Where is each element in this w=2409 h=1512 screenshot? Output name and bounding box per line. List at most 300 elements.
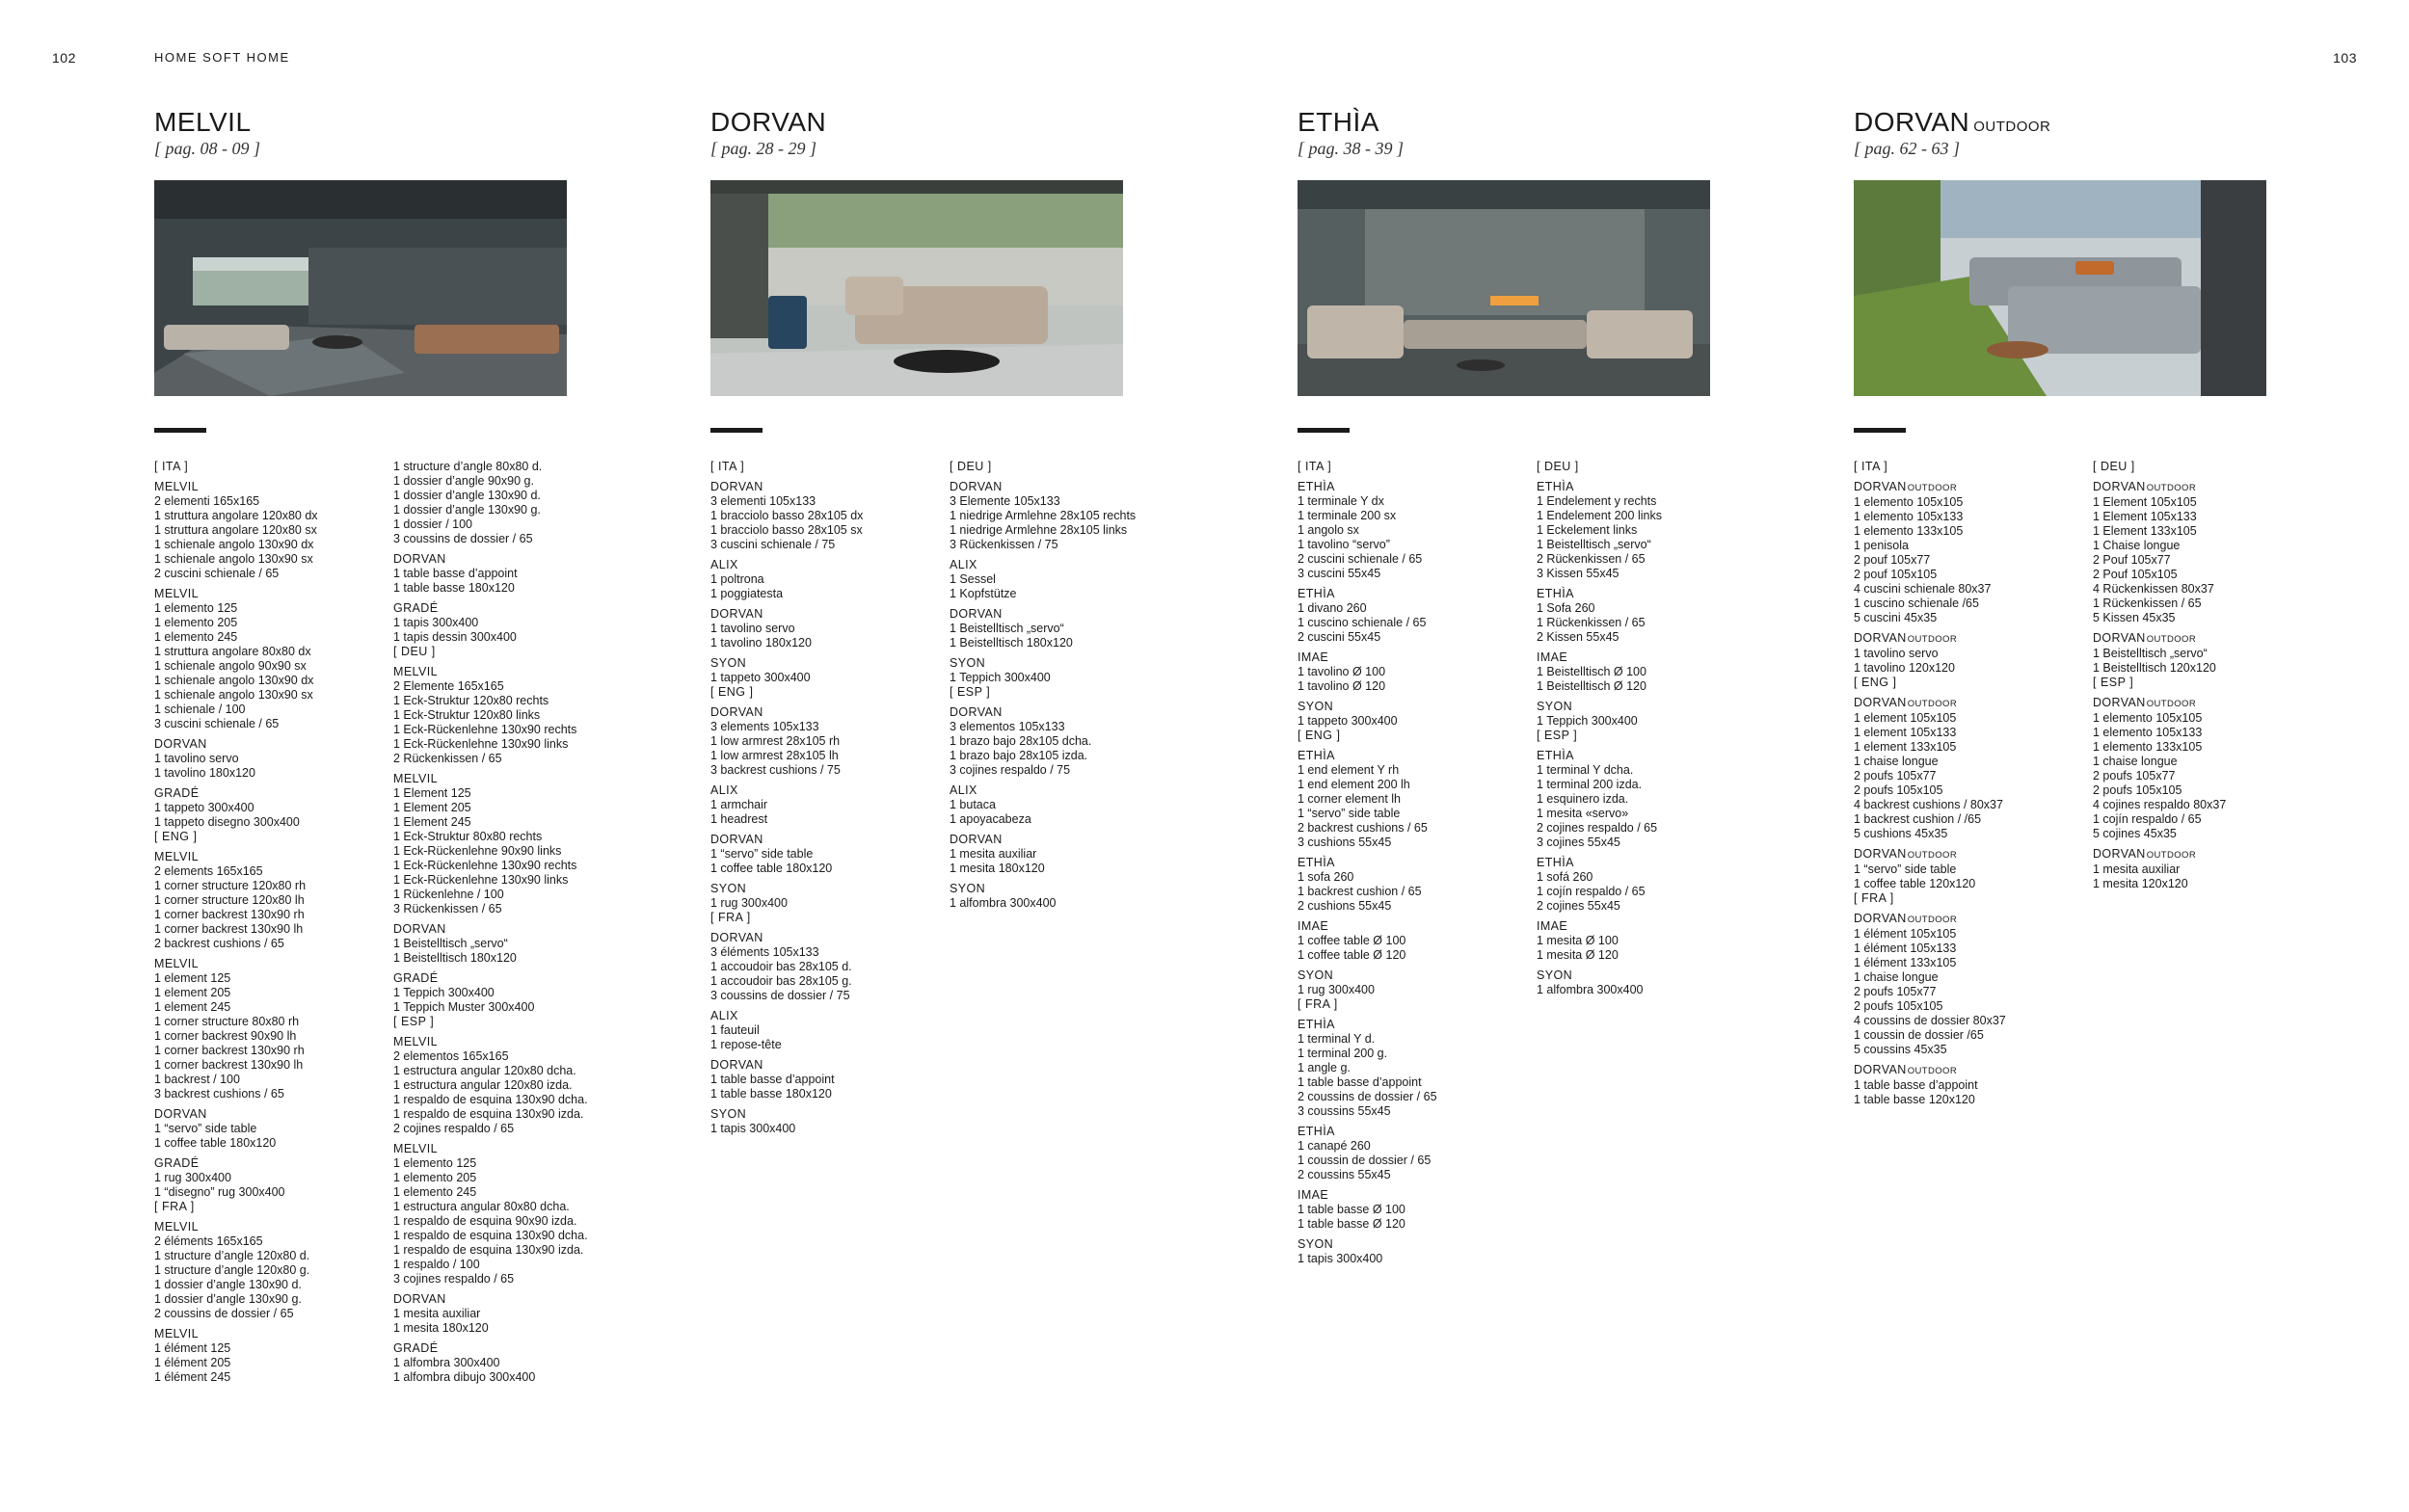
product-name: IMAE (1298, 919, 1329, 933)
product-name: MELVIL (154, 480, 199, 493)
product-name-row (1298, 480, 1527, 494)
product-name-row (393, 665, 623, 679)
product-name-row (1854, 912, 2083, 927)
product-name-row (710, 931, 940, 945)
component-line: 1 Sessel (950, 572, 996, 586)
product-group (2093, 631, 2322, 676)
product-group (393, 1035, 623, 1136)
component-line: 1 schienale angolo 130x90 sx (154, 552, 313, 566)
product-name: MELVIL (154, 850, 199, 863)
product-group (710, 480, 940, 552)
product-name: IMAE (1537, 650, 1568, 664)
component-line: 1 estructura angular 120x80 izda. (393, 1078, 573, 1092)
product-name: DORVAN (1854, 480, 1907, 493)
product-name-suffix: OUTDOOR (1907, 850, 1958, 861)
component-line: 1 Eck-Rückenlehne 130x90 rechts (393, 723, 577, 736)
component-line: 1 tavolino “servo” (1298, 538, 1390, 551)
language-label: [ FRA ] (154, 1200, 195, 1213)
component-line: 1 Teppich Muster 300x400 (393, 1000, 535, 1014)
component-line: 1 Endelement y rechts (1537, 494, 1657, 508)
component-line: 1 dossier d’angle 130x90 d. (393, 489, 541, 502)
component-line: 1 elemento 245 (154, 630, 238, 644)
component-line: 1 alfombra 300x400 (950, 896, 1057, 910)
composition-column (950, 460, 1179, 911)
product-name-row (1298, 587, 1527, 601)
product-name: ALIX (950, 558, 977, 571)
product-name: GRADÉ (393, 971, 439, 985)
component-line: 1 tappeto 300x400 (154, 801, 254, 814)
product-group (1537, 587, 1766, 645)
product-group (1298, 856, 1527, 914)
component-line: 1 Eck-Rückenlehne 130x90 rechts (393, 859, 577, 872)
product-name-row (393, 1035, 623, 1049)
language-label: [ ENG ] (1298, 729, 1341, 742)
product-name-row (393, 552, 623, 567)
component-line: 2 elementi 165x165 (154, 494, 260, 508)
product-group (1854, 912, 2083, 1057)
component-line: 1 table basse d’appoint (710, 1073, 835, 1086)
component-line: 3 cushions 55x45 (1298, 836, 1392, 849)
component-line: 1 Kopfstütze (950, 587, 1017, 600)
component-line: 2 poufs 105x77 (1854, 769, 1937, 783)
product-group (393, 460, 623, 546)
component-line: 3 elements 105x133 (710, 720, 819, 733)
product-name-row (710, 558, 940, 572)
component-line: 1 table basse 120x120 (1854, 1093, 1975, 1106)
divider-bar (154, 428, 206, 433)
product-name: DORVAN (950, 480, 1003, 493)
component-line: 1 rug 300x400 (154, 1171, 231, 1184)
product-name: DORVAN (710, 931, 763, 944)
product-name: GRADÉ (393, 1341, 439, 1355)
product-group (393, 1292, 623, 1336)
language-label: [ ESP ] (1537, 729, 1578, 742)
product-group (710, 882, 940, 911)
component-line: 2 cojines 55x45 (1537, 899, 1620, 913)
product-group (1298, 919, 1527, 963)
component-line: 2 poufs 105x77 (1854, 985, 1937, 998)
component-line: 1 coussin de dossier /65 (1854, 1028, 1984, 1042)
component-line: 1 elemento 133x105 (2093, 740, 2203, 754)
component-line: 1 tavolino 120x120 (1854, 661, 1955, 675)
product-name-row (1854, 847, 2083, 862)
component-line: 1 Rückenkissen / 65 (1537, 616, 1646, 629)
component-line: 1 alfombra 300x400 (393, 1356, 500, 1369)
component-line: 1 element 125 (154, 971, 231, 985)
product-name: ETHÌA (1298, 749, 1335, 762)
product-name: GRADÉ (154, 786, 200, 800)
component-line: 3 cojines respaldo / 65 (393, 1272, 515, 1286)
product-name: MELVIL (154, 1327, 199, 1340)
product-name-row (2093, 631, 2322, 647)
component-line: 1 end element Y rh (1298, 763, 1400, 777)
component-line: 2 poufs 105x105 (2093, 783, 2182, 797)
component-line: 1 apoyacabeza (950, 812, 1031, 826)
product-name: DORVAN (393, 922, 446, 936)
product-name: SYON (1537, 968, 1573, 982)
product-name: SYON (1298, 968, 1334, 982)
product-group (1854, 847, 2083, 891)
product-group (710, 931, 940, 1003)
product-name-suffix: OUTDOOR (1907, 915, 1958, 925)
product-group (2093, 696, 2322, 841)
component-line: 1 Teppich 300x400 (393, 986, 495, 999)
component-line: 1 tavolino servo (154, 752, 239, 765)
component-line: 2 elementos 165x165 (393, 1049, 509, 1063)
product-name-row (710, 783, 940, 798)
component-line: 1 low armrest 28x105 rh (710, 734, 841, 748)
product-name: DORVAN (2093, 480, 2146, 493)
product-name: ETHÌA (1298, 1125, 1335, 1138)
language-label: [ ITA ] (710, 460, 745, 473)
block-title: DORVAN (710, 107, 827, 137)
product-name-row (393, 1292, 623, 1307)
component-line: 2 elements 165x165 (154, 864, 263, 878)
component-line: 1 brazo bajo 28x105 dcha. (950, 734, 1092, 748)
product-name: ETHÌA (1537, 480, 1574, 493)
block-title: ETHÌA (1298, 107, 1379, 137)
component-line: 1 chaise longue (1854, 970, 1939, 984)
component-line: 1 elemento 125 (393, 1156, 477, 1170)
component-line: 1 Eck-Rückenlehne 90x90 links (393, 844, 562, 858)
block-title: DORVAN (1854, 107, 1970, 137)
page-number-left: 102 (52, 50, 76, 66)
product-name: IMAE (1298, 1188, 1329, 1202)
component-line: 1 mesita 120x120 (2093, 877, 2188, 890)
product-name-suffix: OUTDOOR (2146, 699, 2197, 709)
product-group (1298, 1237, 1527, 1266)
component-line: 4 cuscini schienale 80x37 (1854, 582, 1992, 596)
product-name-row (393, 772, 623, 786)
component-line: 1 mesita Ø 120 (1537, 948, 1619, 962)
block-page-reference: [ pag. 08 - 09 ] (154, 139, 261, 158)
component-line: 1 “servo” side table (710, 847, 814, 861)
product-group (393, 1142, 623, 1287)
product-name: DORVAN (2093, 847, 2146, 861)
product-group (950, 882, 1179, 911)
component-line: 3 Rückenkissen / 65 (393, 902, 502, 915)
component-line: 2 Elemente 165x165 (393, 679, 504, 693)
component-line: 2 cojines respaldo / 65 (1537, 821, 1658, 835)
product-name-row (1298, 1188, 1527, 1203)
product-name: DORVAN (950, 705, 1003, 719)
product-group (1537, 700, 1766, 729)
product-name: ETHÌA (1298, 587, 1335, 600)
product-group (2093, 847, 2322, 891)
component-line: 1 corner backrest 90x90 lh (154, 1029, 297, 1043)
product-name-row (950, 480, 1179, 494)
component-line: 2 cuscini 55x45 (1298, 630, 1381, 644)
product-name-row (1298, 1018, 1527, 1032)
component-line: 1 niedrige Armlehne 28x105 rechts (950, 509, 1137, 522)
product-name-row (710, 882, 940, 896)
product-name-row (154, 587, 384, 601)
component-line: 1 elemento 205 (154, 616, 238, 629)
component-line: 3 cuscini schienale / 65 (154, 717, 280, 730)
component-line: 1 dossier d’angle 130x90 g. (154, 1292, 302, 1306)
language-section (2093, 460, 2322, 676)
component-line: 1 low armrest 28x105 lh (710, 749, 839, 762)
product-name: MELVIL (393, 1035, 438, 1048)
dorvan-outdoor-photo (1854, 180, 2266, 396)
component-line: 5 cojines 45x35 (2093, 827, 2177, 840)
product-name-row (154, 786, 384, 801)
component-line: 1 angolo sx (1298, 523, 1359, 537)
component-line: 1 struttura angolare 120x80 sx (154, 523, 317, 537)
component-line: 1 elemento 105x105 (1854, 495, 1964, 509)
product-name: DORVAN (710, 705, 763, 719)
language-label: [ DEU ] (1537, 460, 1579, 473)
product-group (393, 922, 623, 966)
product-name-row (2093, 696, 2322, 711)
component-line: 1 sofa 260 (1298, 870, 1354, 884)
component-line: 1 coffee table Ø 100 (1298, 934, 1406, 947)
dorvan-photo (710, 180, 1123, 396)
component-line: 1 corner backrest 130x90 lh (154, 922, 304, 936)
component-line: 1 table basse 180x120 (393, 581, 515, 595)
product-name: SYON (1298, 700, 1334, 713)
component-line: 1 Teppich 300x400 (950, 671, 1051, 684)
component-line: 1 armchair (710, 798, 768, 811)
product-name-suffix: OUTDOOR (2146, 483, 2197, 493)
language-section (1298, 997, 1527, 1266)
composition-column (1854, 460, 2083, 1107)
product-name-row (1298, 968, 1527, 983)
component-line: 1 niedrige Armlehne 28x105 links (950, 523, 1128, 537)
language-label: [ ENG ] (710, 685, 754, 699)
product-group (393, 772, 623, 916)
product-name: DORVAN (950, 607, 1003, 621)
product-name: ETHÌA (1537, 749, 1574, 762)
product-name: ALIX (710, 783, 738, 797)
composition-column (154, 460, 384, 1385)
product-name-row (393, 1142, 623, 1156)
product-name: MELVIL (393, 772, 438, 785)
product-name: IMAE (1298, 650, 1329, 664)
language-section (1298, 460, 1527, 729)
component-line: 1 element 105x133 (1854, 726, 1957, 739)
language-section (154, 830, 384, 1200)
product-name-row (154, 1220, 384, 1234)
component-line: 1 élément 245 (154, 1370, 231, 1384)
component-line: 2 éléments 165x165 (154, 1234, 263, 1248)
language-section (393, 460, 623, 645)
component-line: 1 Eck-Rückenlehne 130x90 links (393, 873, 569, 887)
component-line: 1 Eck-Struktur 120x80 links (393, 708, 541, 722)
component-line: 1 schienale angolo 90x90 sx (154, 659, 307, 673)
product-name: ALIX (710, 1009, 738, 1022)
component-line: 2 poufs 105x105 (1854, 783, 1943, 797)
component-line: 1 “servo” side table (1854, 862, 1957, 876)
section-title: HOME SOFT HOME (154, 50, 290, 65)
component-line: 1 “servo” side table (1298, 807, 1401, 820)
product-name: MELVIL (393, 1142, 438, 1155)
product-name-row (393, 601, 623, 616)
component-line: 3 cuscini 55x45 (1298, 567, 1381, 580)
product-name-row (2093, 847, 2322, 862)
component-line: 1 “disegno” rug 300x400 (154, 1185, 285, 1199)
product-name: DORVAN (154, 1107, 207, 1121)
product-group (154, 1220, 384, 1321)
component-line: 1 Beistelltisch 120x120 (2093, 661, 2216, 675)
product-group (154, 737, 384, 781)
component-line: 1 élément 105x133 (1854, 942, 1957, 955)
component-line: 1 schienale / 100 (154, 703, 246, 716)
component-line: 1 elemento 105x133 (1854, 510, 1964, 523)
language-section (1854, 676, 2083, 891)
language-section (950, 460, 1179, 685)
product-name: DORVAN (950, 833, 1003, 846)
component-line: 1 terminal 200 g. (1298, 1047, 1388, 1060)
product-group (1298, 480, 1527, 581)
product-name: DORVAN (393, 552, 446, 566)
component-line: 1 terminal Y dcha. (1537, 763, 1634, 777)
product-name-row (950, 783, 1179, 798)
component-line: 1 rug 300x400 (710, 896, 788, 910)
component-line: 2 Kissen 55x45 (1537, 630, 1619, 644)
product-group (950, 783, 1179, 827)
product-name: ETHÌA (1298, 1018, 1335, 1031)
component-line: 5 cushions 45x35 (1854, 827, 1948, 840)
component-line: 3 coussins de dossier / 75 (710, 989, 850, 1002)
product-name-row (1298, 919, 1527, 934)
ethia-photo (1298, 180, 1710, 396)
product-name: SYON (950, 656, 986, 670)
component-line: 3 backrest cushions / 65 (154, 1087, 284, 1101)
component-line: 1 Eckelement links (1537, 523, 1638, 537)
component-line: 1 tavolino servo (1854, 647, 1939, 660)
component-line: 1 elemento 133x105 (1854, 524, 1964, 538)
component-line: 1 Eck-Rückenlehne 130x90 links (393, 737, 569, 751)
component-line: 1 headrest (710, 812, 768, 826)
product-group (1854, 696, 2083, 841)
component-line: 1 schienale angolo 130x90 dx (154, 674, 314, 687)
component-line: 2 pouf 105x77 (1854, 553, 1931, 567)
product-group (1298, 650, 1527, 694)
component-line: 2 coussins de dossier / 65 (1298, 1090, 1437, 1103)
component-line: 1 coffee table Ø 120 (1298, 948, 1406, 962)
language-label: [ ESP ] (393, 1015, 435, 1028)
product-name-row (950, 705, 1179, 720)
composition-column (393, 460, 623, 1385)
component-line: 1 accoudoir bas 28x105 g. (710, 974, 852, 988)
product-group (950, 705, 1179, 778)
component-line: 3 Elemente 105x133 (950, 494, 1060, 508)
component-line: 1 cojín respaldo / 65 (2093, 812, 2202, 826)
component-line: 1 mesita «servo» (1537, 807, 1629, 820)
product-name-row (1854, 631, 2083, 647)
component-line: 1 cojín respaldo / 65 (1537, 885, 1646, 898)
component-line: 3 Kissen 55x45 (1537, 567, 1619, 580)
product-name-suffix: OUTDOOR (2146, 850, 2197, 861)
component-line: 5 Kissen 45x35 (2093, 611, 2176, 624)
component-line: 1 Beistelltisch „servo“ (1537, 538, 1651, 551)
component-line: 1 corner element lh (1298, 792, 1402, 806)
product-group (1298, 749, 1527, 850)
component-line: 2 pouf 105x105 (1854, 568, 1938, 581)
component-line: 1 mesita auxiliar (2093, 862, 2181, 876)
component-line: 3 elementos 105x133 (950, 720, 1065, 733)
product-group (1537, 650, 1766, 694)
component-line: 1 penisola (1854, 539, 1909, 552)
product-name-row (1298, 749, 1527, 763)
product-group (710, 1107, 940, 1136)
product-group (950, 480, 1179, 552)
product-name: DORVAN (1854, 1063, 1907, 1076)
product-name-row (1537, 700, 1766, 714)
language-section (1537, 460, 1766, 729)
product-name-row (710, 656, 940, 671)
product-name: ETHÌA (1298, 480, 1335, 493)
component-line: 1 table basse Ø 100 (1298, 1203, 1405, 1216)
language-label: [ ENG ] (154, 830, 198, 843)
component-line: 3 cuscini schienale / 75 (710, 538, 836, 551)
component-line: 2 cojines respaldo / 65 (393, 1122, 515, 1135)
component-line: 3 cojines 55x45 (1537, 836, 1620, 849)
component-line: 1 table basse d’appoint (1298, 1075, 1422, 1089)
product-name: SYON (1537, 700, 1573, 713)
block-page-reference: [ pag. 62 - 63 ] (1854, 139, 1961, 158)
product-name-row (1298, 856, 1527, 870)
component-line: 1 tapis 300x400 (1298, 1252, 1383, 1265)
component-line: 1 Beistelltisch Ø 120 (1537, 679, 1646, 693)
divider-bar (1298, 428, 1350, 433)
product-name-row (154, 850, 384, 864)
component-line: 1 tappeto 300x400 (710, 671, 811, 684)
product-name: ETHÌA (1537, 587, 1574, 600)
product-name-row (1298, 700, 1527, 714)
product-name: DORVAN (1854, 912, 1907, 925)
language-label: [ FRA ] (710, 911, 751, 924)
component-line: 1 cuscino schienale /65 (1854, 597, 1979, 610)
product-name: DORVAN (710, 1058, 763, 1072)
language-label: [ ENG ] (1854, 676, 1897, 689)
component-line: 1 respaldo de esquina 90x90 izda. (393, 1214, 577, 1228)
component-line: 1 corner structure 120x80 rh (154, 879, 307, 892)
product-group (1537, 480, 1766, 581)
component-line: 1 dossier d’angle 130x90 g. (393, 503, 541, 517)
component-line: 1 coussin de dossier / 65 (1298, 1154, 1432, 1167)
component-line: 1 elemento 245 (393, 1185, 477, 1199)
component-line: 1 tappeto 300x400 (1298, 714, 1398, 728)
product-group (154, 1107, 384, 1151)
component-line: 2 backrest cushions / 65 (1298, 821, 1428, 835)
component-line: 1 elemento 105x105 (2093, 711, 2203, 725)
component-line: 1 mesita 180x120 (393, 1321, 489, 1335)
product-group (1298, 1188, 1527, 1232)
language-label: [ ITA ] (154, 460, 189, 473)
component-line: 1 alfombra 300x400 (1537, 983, 1644, 996)
product-group (1298, 1018, 1527, 1119)
product-name: SYON (710, 1107, 747, 1121)
product-name-row (710, 1058, 940, 1073)
component-line: 1 structure d’angle 120x80 d. (154, 1249, 310, 1262)
product-name-row (710, 480, 940, 494)
component-line: 1 “servo” side table (154, 1122, 257, 1135)
language-section (154, 460, 384, 830)
component-line: 5 coussins 45x35 (1854, 1043, 1947, 1056)
component-line: 1 corner backrest 130x90 rh (154, 908, 305, 921)
component-line: 1 Beistelltisch „servo“ (393, 937, 508, 950)
component-line: 1 tapis dessin 300x400 (393, 630, 517, 644)
product-group (950, 833, 1179, 876)
product-name-row (154, 957, 384, 971)
component-line: 1 elemento 105x133 (2093, 726, 2203, 739)
language-label: [ ITA ] (1854, 460, 1888, 473)
product-group (1537, 749, 1766, 850)
component-line: 1 backrest cushion / 65 (1298, 885, 1422, 898)
component-line: 1 élément 105x105 (1854, 927, 1957, 941)
